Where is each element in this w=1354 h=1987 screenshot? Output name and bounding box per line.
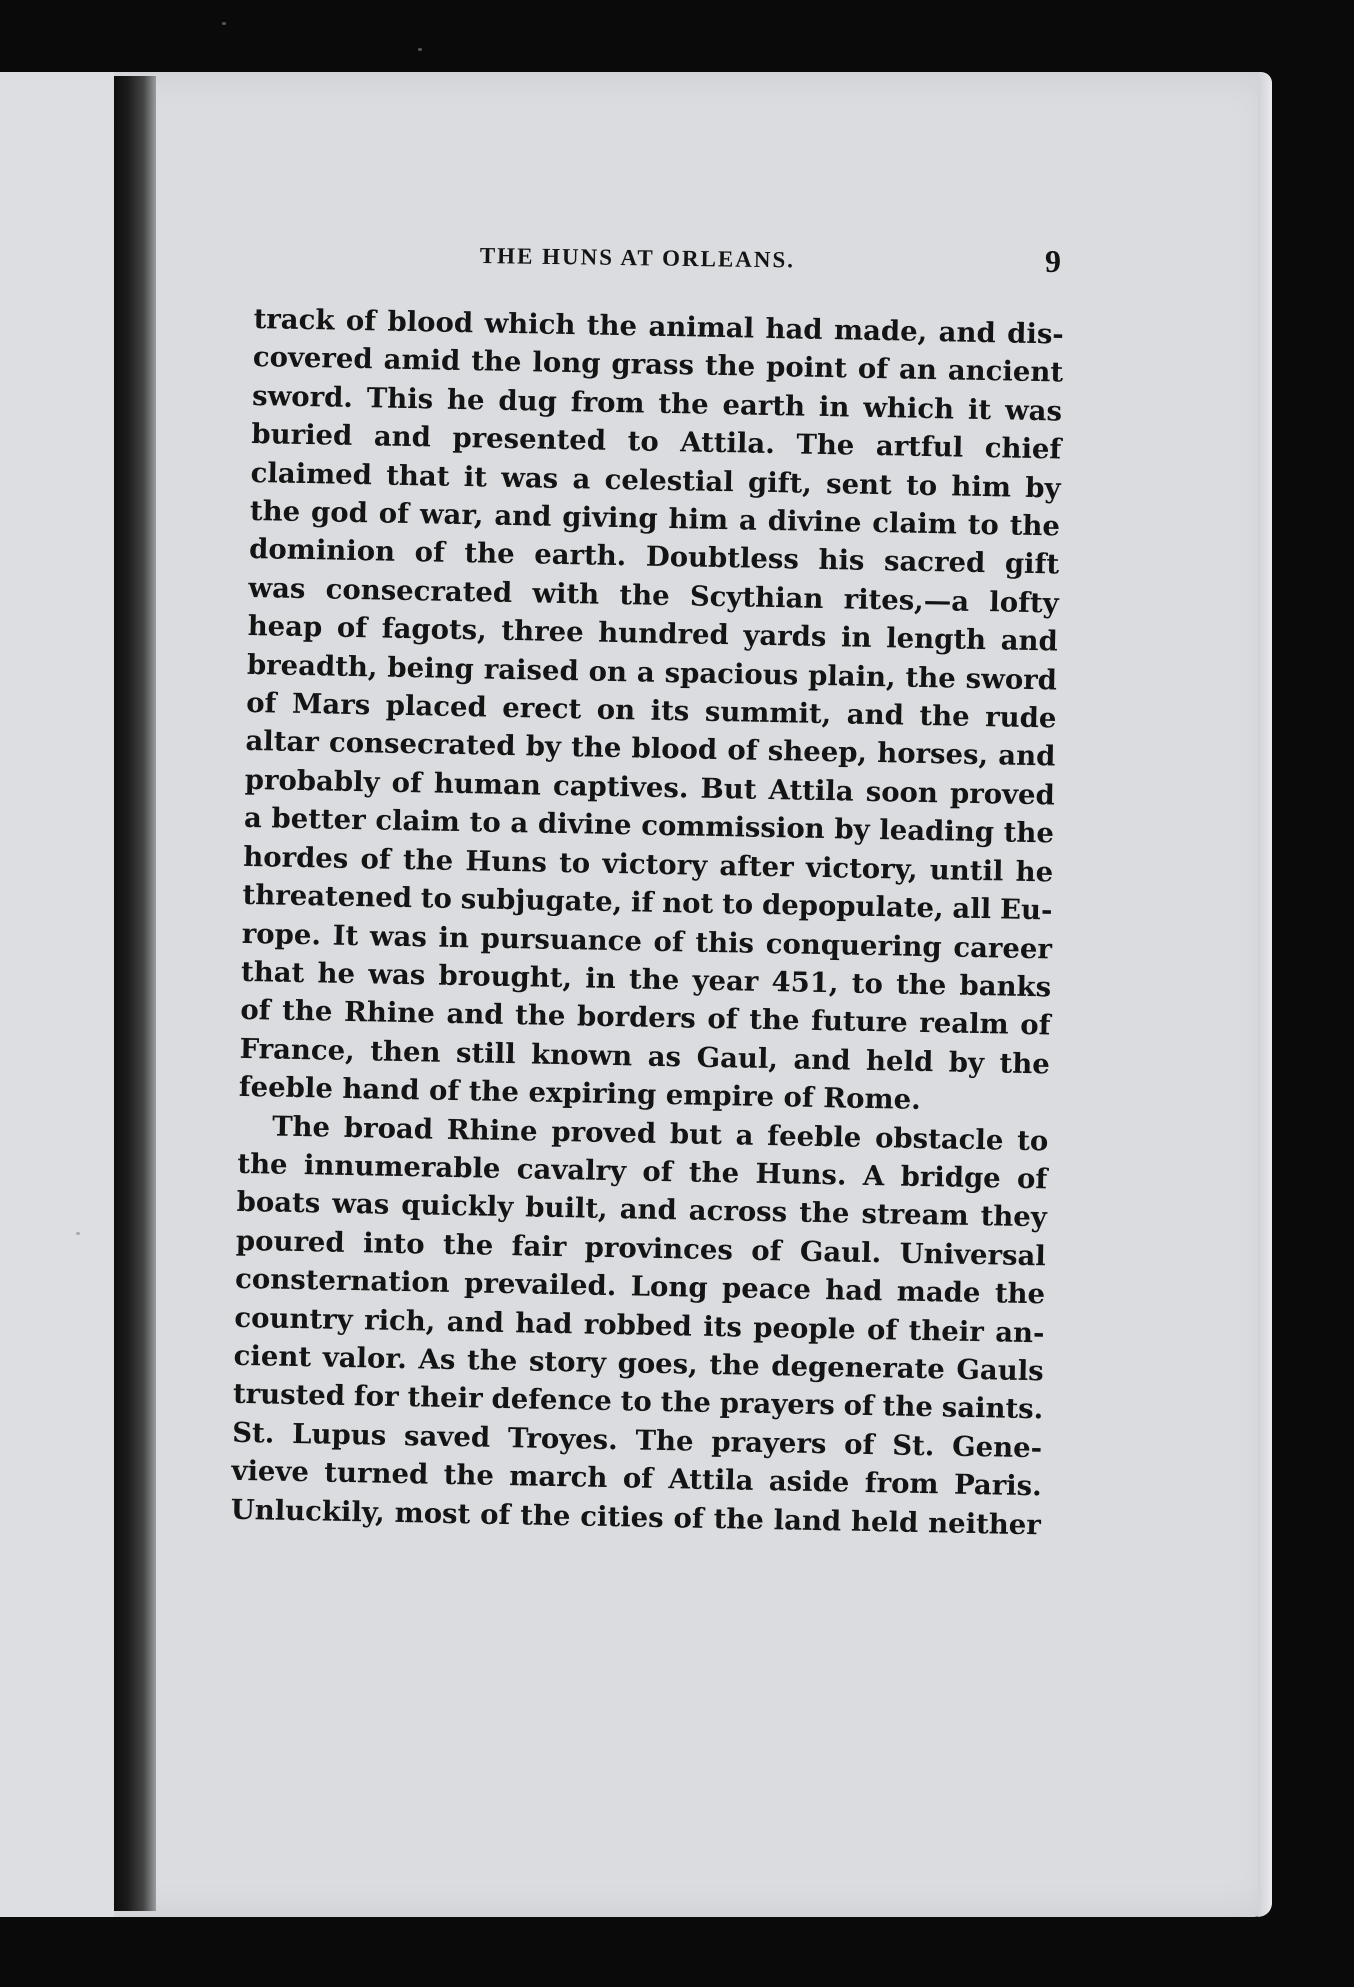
dust-speck [222,22,226,25]
text-line: track of blood which the animal had made, and dis- [253,302,1065,351]
paragraph-1 [239,300,1064,1122]
text-line: the god of war, and giving him a divine claim to the [249,494,1061,543]
text-line: of Mars placed erect on its summit, and the rude [245,686,1057,735]
text-line: the innumerable cavalry of the Huns. A bridge of [237,1147,1048,1196]
text-line: a better claim to a divine commission by leading the [243,802,1055,850]
text-line: trusted for their defence to the prayers of the saints. [232,1378,1044,1426]
dust-speck [418,48,422,51]
text-line: claimed that it was a celestial gift, sent to him by [250,456,1061,505]
text-line: covered amid the long grass the point of an ancient [252,341,1064,389]
dust-speck [76,1232,80,1235]
text-line: threatened to subjugate, if not to depopulate, all Eu- [242,878,1053,927]
text-line: of the Rhine and the borders of the future realm of [240,994,1051,1042]
text-line: heap of fagots, three hundred yards in length and [247,610,1059,658]
page-edge [1258,72,1272,1917]
text-line: was consecrated with the Scythian rites,—a lofty [248,571,1059,620]
text-line: vieve turned the march of Attila aside from Paris. [231,1454,1043,1503]
text-line: cient valor. As the story goes, the degenerate Gauls [233,1339,1044,1388]
text-line: France, then still known as Gaul, and held by the [239,1032,1051,1081]
text-line: The broad Rhine proved but a feeble obstacle to [271,1110,1049,1157]
text-line: buried and presented to Attila. The artful chief [251,418,1062,466]
text-line: hordes of the Huns to victory after victory, until he [243,840,1054,889]
text-line: poured into the fair provinces of Gaul. Universal [235,1224,1047,1273]
text-line: consternation prevailed. Long peace had made the [234,1262,1046,1311]
text-line: rope. It was in pursuance of this conquering career [241,917,1053,965]
text-line: probably of human captives. But Attila soon proved [244,763,1056,812]
text-line: feeble hand of the expiring empire of Rome. [238,1070,922,1117]
text-line: country rich, and had robbed its people of their an- [234,1301,1045,1349]
body-text [230,300,1063,1544]
running-head: THE HUNS AT ORLEANS. [479,243,796,273]
page-number: 9 [1045,243,1061,279]
text-line: that he was brought, in the year 451, to the banks [240,955,1052,1004]
paragraph-2 [230,1106,1048,1544]
text-line: St. Lupus saved Troyes. The prayers of St. Gene- [231,1416,1043,1465]
text-line: altar consecrated by the blood of sheep, horses, and [245,725,1056,773]
text-line: sword. This he dug from the earth in which it was [251,379,1063,428]
book-spine-shadow [114,76,156,1911]
text-line: Unluckily, most of the cities of the land held neither [230,1493,1042,1541]
text-line: breadth, being raised on a spacious plain, the sword [246,648,1058,697]
text-line: boats was quickly built, and across the stream they [236,1186,1048,1234]
facing-page-strip [0,72,114,1917]
text-line: dominion of the earth. Doubtless his sacred gift [248,533,1060,581]
